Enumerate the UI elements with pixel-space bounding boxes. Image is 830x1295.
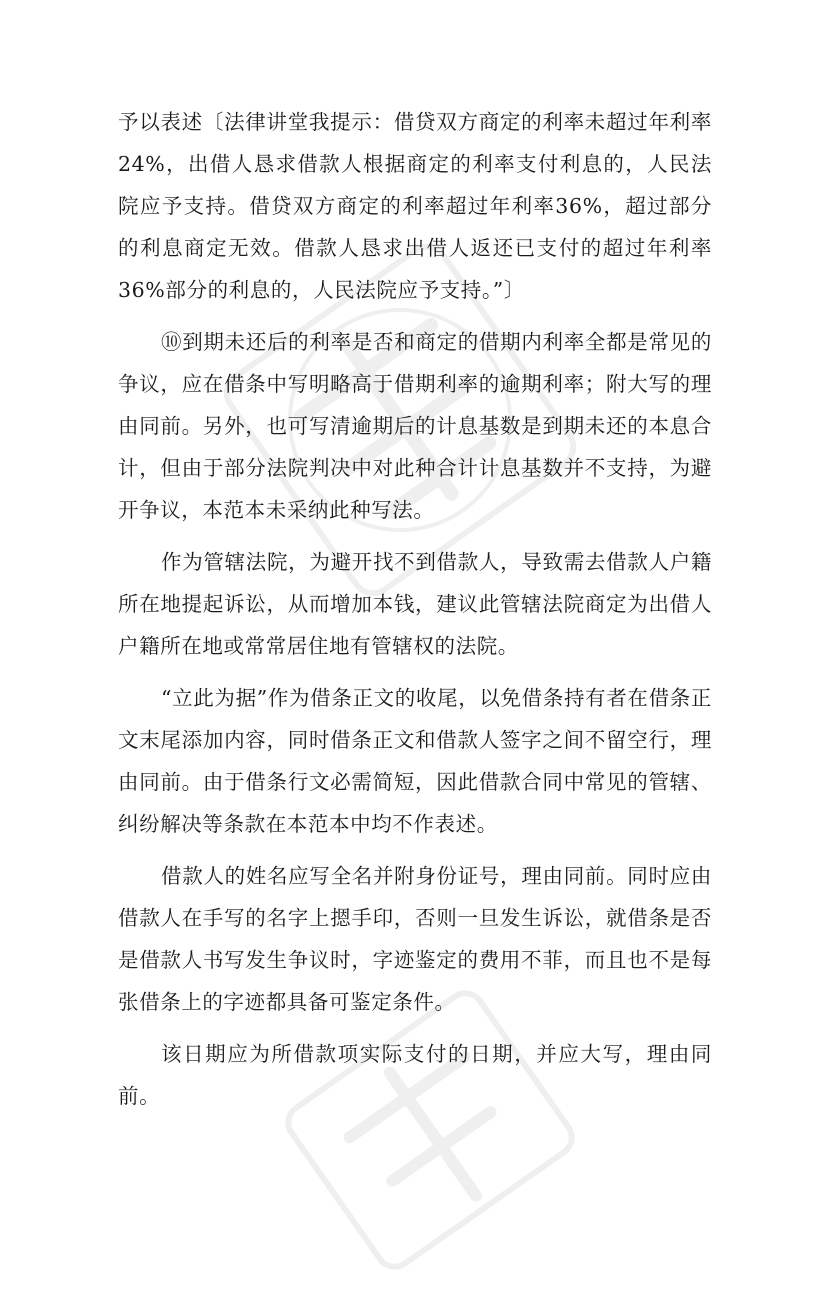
paragraph-date: 该日期应为所借款项实际支付的日期，并应大写，理由同前。 xyxy=(118,1042,712,1108)
paragraph-jurisdiction: 作为管辖法院，为避开找不到借款人，导致需去借款人户籍所在地提起诉讼，从而增加本钱，建议此管辖法院商定为出借人户籍所在地或常常居住地有管辖权的法院。 xyxy=(118,550,712,658)
paragraph-closing-phrase: “立此为据”作为借条正文的收尾，以免借条持有者在借条正文末尾添加内容，同时借条正文和借款人签字之间不留空行，理由同前。由于借条行文必需简短，因此借款合同中常见的管辖、纠纷解决等条款在本范本中均不作表述。 xyxy=(118,686,712,836)
paragraph-borrower-name: 借款人的姓名应写全名并附身份证号，理由同前。同时应由借款人在手写的名字上摁手印，否则一旦发生诉讼，就借条是否是借款人书写发生争议时，字迹鉴定的费用不菲，而且也不是每张借条上的字迹都具备可鉴定条件。 xyxy=(118,864,712,1014)
document-body xyxy=(118,101,712,1117)
paragraph-overdue-rate: ⑩到期未还后的利率是否和商定的借期内利率全都是常见的争议，应在借条中写明略高于借期利率的逾期利率；附大写的理由同前。另外，也可写清逾期后的计息基数是到期未还的本息合计，但由于部分法院判决中对此种合计计息基数并不支持，为避开争议，本范本未采纳此种写法。 xyxy=(118,330,712,522)
paragraph-interest-rate-note: 予以表述〔法律讲堂我提示：借贷双方商定的利率未超过年利率24%，出借人恳求借款人根据商定的利率支付利息的，人民法院应予支持。借贷双方商定的利率超过年利率36%，超过部分的利息商定无效。借款人恳求出借人返还已支付的超过年利率36%部分的利息的，人民法院应予支持。”〕 xyxy=(118,110,712,302)
